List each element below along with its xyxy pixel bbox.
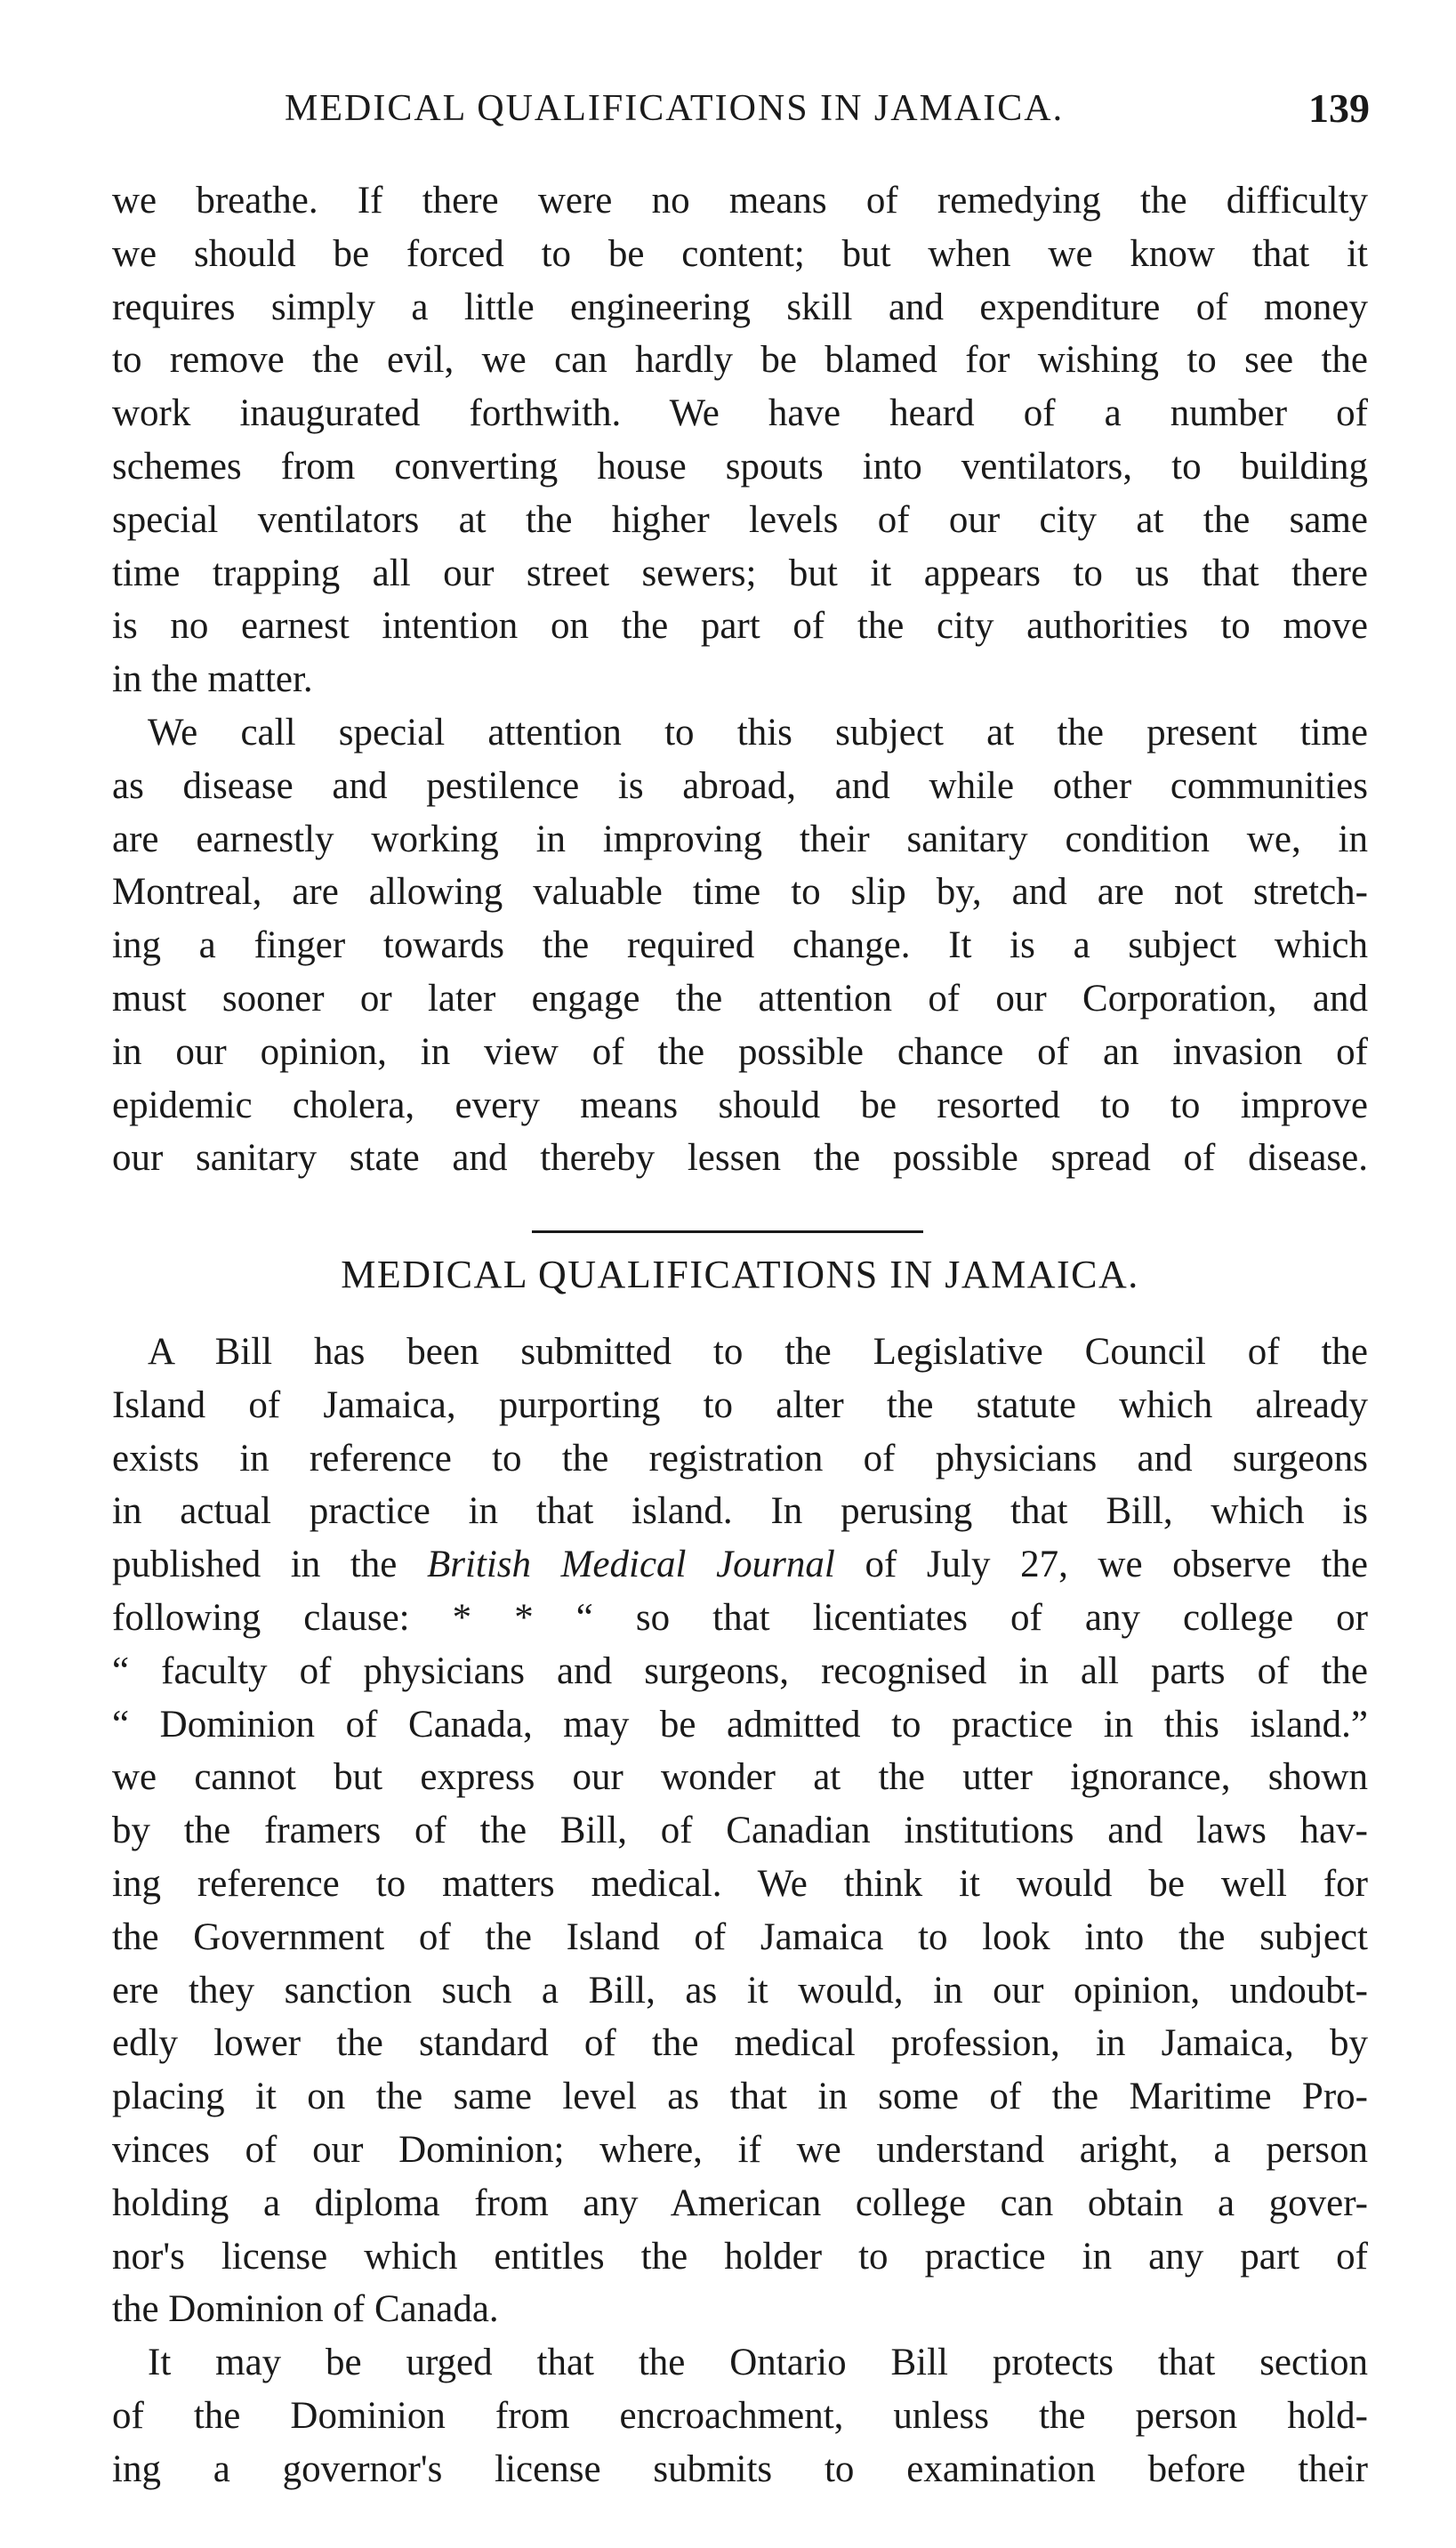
text-line: of the Dominion from encroachment, unless the person hold- [112,2394,1368,2437]
text-line: we cannot but express our wonder at the utter ignorance, shown [112,1756,1368,1799]
text-line: we should be forced to be content; but when we know that it [112,232,1368,275]
text-line: Montreal, are allowing valuable time to slip by, and are not stretch- [112,871,1368,914]
section-divider-rule [532,1230,923,1233]
text-line: time trapping all our street sewers; but it appears to us that there [112,552,1368,594]
continued-article-text [112,174,1368,1185]
running-header-title: MEDICAL QUALIFICATIONS IN JAMAICA. [285,88,1065,129]
section-title: MEDICAL QUALIFICATIONS IN JAMAICA. [341,1253,1139,1296]
article-body-text [112,1326,1368,2496]
text-line: It may be urged that the Ontario Bill protects that section [148,2342,1368,2384]
text-line: placing it on the same level as that in some of the Maritime Pro- [112,2076,1368,2118]
page-number: 139 [1308,85,1370,131]
text-line: ing reference to matters medical. We think it would be well for [112,1862,1368,1905]
text-line: work inaugurated forthwith. We have heard of a number of [112,392,1368,435]
text-segment: of July 27, we observe the [865,1544,1368,1586]
text-line: in actual practice in that island. In perusing that Bill, which is [112,1490,1368,1533]
text-line: the Dominion of Canada. [112,2288,499,2331]
text-line: must sooner or later engage the attention of our Corporation, and [112,977,1368,1020]
text-segment: published in the [112,1544,398,1586]
text-line: to remove the evil, we can hardly be blamed for wishing to see the [112,339,1368,382]
text-line: exists in reference to the registration of physicians and surgeons [112,1437,1368,1480]
text-line: are earnestly working in improving their sanitary condition we, in [112,818,1368,860]
text-line: epidemic cholera, every means should be resorted to to improve [112,1084,1368,1126]
text-line: Island of Jamaica, purporting to alter the statute which already [112,1383,1368,1426]
text-line: in the matter. [112,658,313,701]
text-line: “ faculty of physicians and surgeons, recognised in all parts of the [112,1649,1368,1692]
text-line: following clause: * * “ so that licentiates of any college or [112,1596,1368,1639]
text-line: We call special attention to this subject at the present time [148,711,1368,754]
text-line: nor's license which entitles the holder to practice in any part of [112,2235,1368,2278]
text-line: in our opinion, in view of the possible chance of an invasion of [112,1030,1368,1073]
text-line: by the framers of the Bill, of Canadian institutions and laws hav- [112,1810,1368,1852]
text-line: is no earnest intention on the part of the city authorities to move [112,605,1368,648]
text-line: as disease and pestilence is abroad, and while other communities [112,764,1368,807]
text-line: vinces of our Dominion; where, if we understand aright, a person [112,2128,1368,2171]
text-line: edly lower the standard of the medical profession, in Jamaica, by [112,2022,1368,2065]
text-line: the Government of the Island of Jamaica to look into the subject [112,1915,1368,1958]
text-line: A Bill has been submitted to the Legislative Council of the [148,1331,1368,1373]
text-line-with-journal-title [112,1538,1368,1592]
text-line: holding a diploma from any American college can obtain a gover- [112,2181,1368,2224]
text-line: ing a finger towards the required change. It is a subject which [112,924,1368,967]
text-line: requires simply a little engineering skill and expenditure of money [112,286,1368,328]
journal-title: British Medical Journal [426,1544,835,1586]
text-line: our sanitary state and thereby lessen the possible spread of disease. [112,1137,1368,1180]
text-line: schemes from converting house spouts into ventilators, to building [112,445,1368,488]
text-line: ere they sanction such a Bill, as it would, in our opinion, undoubt- [112,1969,1368,2012]
text-line: “ Dominion of Canada, may be admitted to practice in this island.” [112,1703,1368,1746]
text-line: special ventilators at the higher levels of our city at the same [112,498,1368,541]
text-line: ing a governor's license submits to examination before their [112,2447,1368,2490]
text-line: we breathe. If there were no means of remedying the difficulty [112,180,1368,222]
